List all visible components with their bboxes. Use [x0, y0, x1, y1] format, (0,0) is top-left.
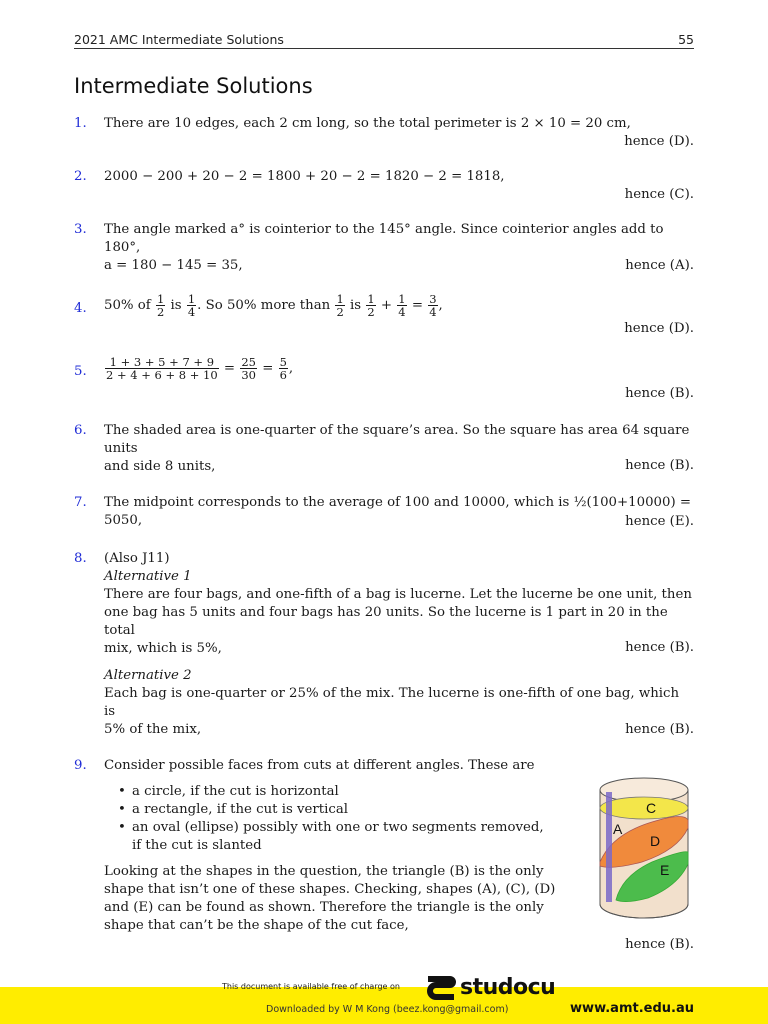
- bullet-list: [104, 783, 568, 855]
- problem-text: [104, 667, 694, 739]
- text-line: Each bag is one-quarter or 25% of the mix. The lucerne is one-fifth of one bag, which is: [104, 686, 680, 719]
- text-line: There are four bags, and one-fifth of a bag is lucerne. Let the lucerne be one unit, then: [104, 587, 692, 602]
- page-number: 55: [678, 32, 694, 47]
- problem-number: 9.: [74, 758, 87, 773]
- label-d: D: [650, 833, 661, 849]
- problem-text: There are 10 edges, each 2 cm long, so the total perimeter is 2 × 10 = 20 cm,: [104, 116, 631, 131]
- footer-downloaded-by: Downloaded by W M Kong (beez.kong@gmail.com): [266, 1004, 509, 1015]
- studocu-logo-icon: [424, 972, 458, 1002]
- label-c: C: [646, 800, 657, 816]
- answer: hence (B).: [625, 640, 694, 655]
- problem-number: 3.: [74, 222, 87, 237]
- paragraph: [104, 863, 568, 935]
- answer: hence (D).: [624, 134, 694, 149]
- fraction: $\frac{25}{30}$: [241, 355, 256, 382]
- problem-number: 2.: [74, 169, 87, 184]
- problem-number: 1.: [74, 116, 87, 131]
- fraction: $\frac{1}{4}$: [398, 292, 406, 319]
- problem-text: [104, 422, 694, 476]
- answer: hence (D).: [624, 321, 694, 336]
- header-title: 2021 AMC Intermediate Solutions: [74, 32, 284, 47]
- problem-text: 2000 − 200 + 20 − 2 = 1800 + 20 − 2 = 1820 − 2 = 1818,: [104, 169, 505, 184]
- footer-availability: This document is available free of charge on: [222, 982, 400, 991]
- problem-text: [104, 757, 568, 935]
- text-line: Looking at the shapes in the question, the triangle (B) is the only: [104, 864, 544, 879]
- answer: hence (C).: [624, 187, 694, 202]
- text-line: one bag has 5 units and four bags has 20 units. So the lucerne is 1 part in 20 in the total: [104, 605, 668, 638]
- problem-number: 8.: [74, 551, 87, 566]
- alternative-2-label: Alternative 2: [104, 668, 192, 683]
- text: +: [380, 298, 393, 313]
- answer: hence (B).: [625, 722, 694, 737]
- also-note: (Also J11): [104, 551, 170, 566]
- problem-text: [104, 356, 694, 381]
- running-header: [74, 30, 694, 48]
- fraction: $\frac{3}{4}$: [429, 292, 437, 319]
- text: is: [170, 298, 182, 313]
- fraction: $\frac{1}{4}$: [187, 292, 196, 319]
- text-line: Consider possible faces from cuts at different angles. These are: [104, 758, 535, 773]
- problem-number: 7.: [74, 495, 87, 510]
- circle-cut-face: [600, 797, 688, 819]
- rectangle-cut-face: [606, 792, 612, 902]
- problem-number: 5.: [74, 364, 87, 379]
- label-a: A: [613, 821, 623, 837]
- list-item: • a circle, if the cut is horizontal: [104, 783, 568, 801]
- answer: hence (B).: [625, 386, 694, 401]
- text-line: The angle marked a° is cointerior to the 145° angle. Since cointerior angles add to 180°,: [104, 222, 664, 255]
- text-line: shape that isn’t one of these shapes. Checking, shapes (A), (C), (D): [104, 882, 556, 897]
- label-e: E: [660, 862, 670, 878]
- text: =: [223, 361, 236, 376]
- text-line: and (E) can be found as shown. Therefore the triangle is the only: [104, 900, 544, 915]
- fraction: $\frac{1}{2}$: [367, 292, 375, 319]
- list-item: • a rectangle, if the cut is vertical: [104, 801, 568, 819]
- footer-url-link[interactable]: www.amt.edu.au: [570, 1001, 694, 1016]
- text: is: [350, 298, 362, 313]
- answer: hence (B).: [625, 937, 694, 952]
- alternative-1-label: Alternative 1: [104, 569, 192, 584]
- text-line: 5% of the mix,: [104, 722, 202, 737]
- problem-text: [104, 293, 694, 318]
- list-item: • an oval (ellipse) possibly with one or two segments removed, if the cut is slanted: [104, 819, 568, 855]
- answer: hence (A).: [625, 258, 694, 273]
- fraction: $\frac{1}{2}$: [336, 292, 344, 319]
- problem-number: 6.: [74, 423, 87, 438]
- text: =: [411, 298, 423, 313]
- text-line: mix, which is 5%,: [104, 641, 222, 656]
- text-line: shape that can’t be the shape of the cut face,: [104, 918, 409, 933]
- page-title: Intermediate Solutions: [74, 74, 313, 98]
- problem-text: The midpoint corresponds to the average of 100 and 10000, which is ½(100+10000) = 5050,: [104, 495, 692, 528]
- text-line: The shaded area is one-quarter of the square’s area. So the square has area 64 square units: [104, 423, 690, 456]
- studocu-brand[interactable]: studocu: [460, 975, 556, 1000]
- text-line: and side 8 units,: [104, 459, 216, 474]
- problem-number: 4.: [74, 301, 87, 316]
- text: 50% of: [104, 298, 151, 313]
- problem-text: [104, 550, 694, 658]
- text: =: [262, 361, 274, 376]
- fraction: $\frac{5}{6}$: [279, 355, 287, 382]
- cylinder-cut-figure: [592, 772, 696, 930]
- answer: hence (B).: [625, 458, 694, 473]
- header-rule: [74, 48, 694, 49]
- fraction: $\frac{1}{2}$: [156, 292, 165, 319]
- text: ,: [438, 298, 443, 313]
- text: ,: [288, 361, 294, 376]
- fraction: $\frac{1 + 3 + 5 + 7 + 9}{2 + 4 + 6 + 8 + 10}$: [106, 355, 218, 382]
- answer: hence (E).: [625, 514, 694, 529]
- text: . So 50% more than: [197, 298, 331, 313]
- text-line: a = 180 − 145 = 35,: [104, 258, 243, 273]
- problem-text: [104, 221, 694, 275]
